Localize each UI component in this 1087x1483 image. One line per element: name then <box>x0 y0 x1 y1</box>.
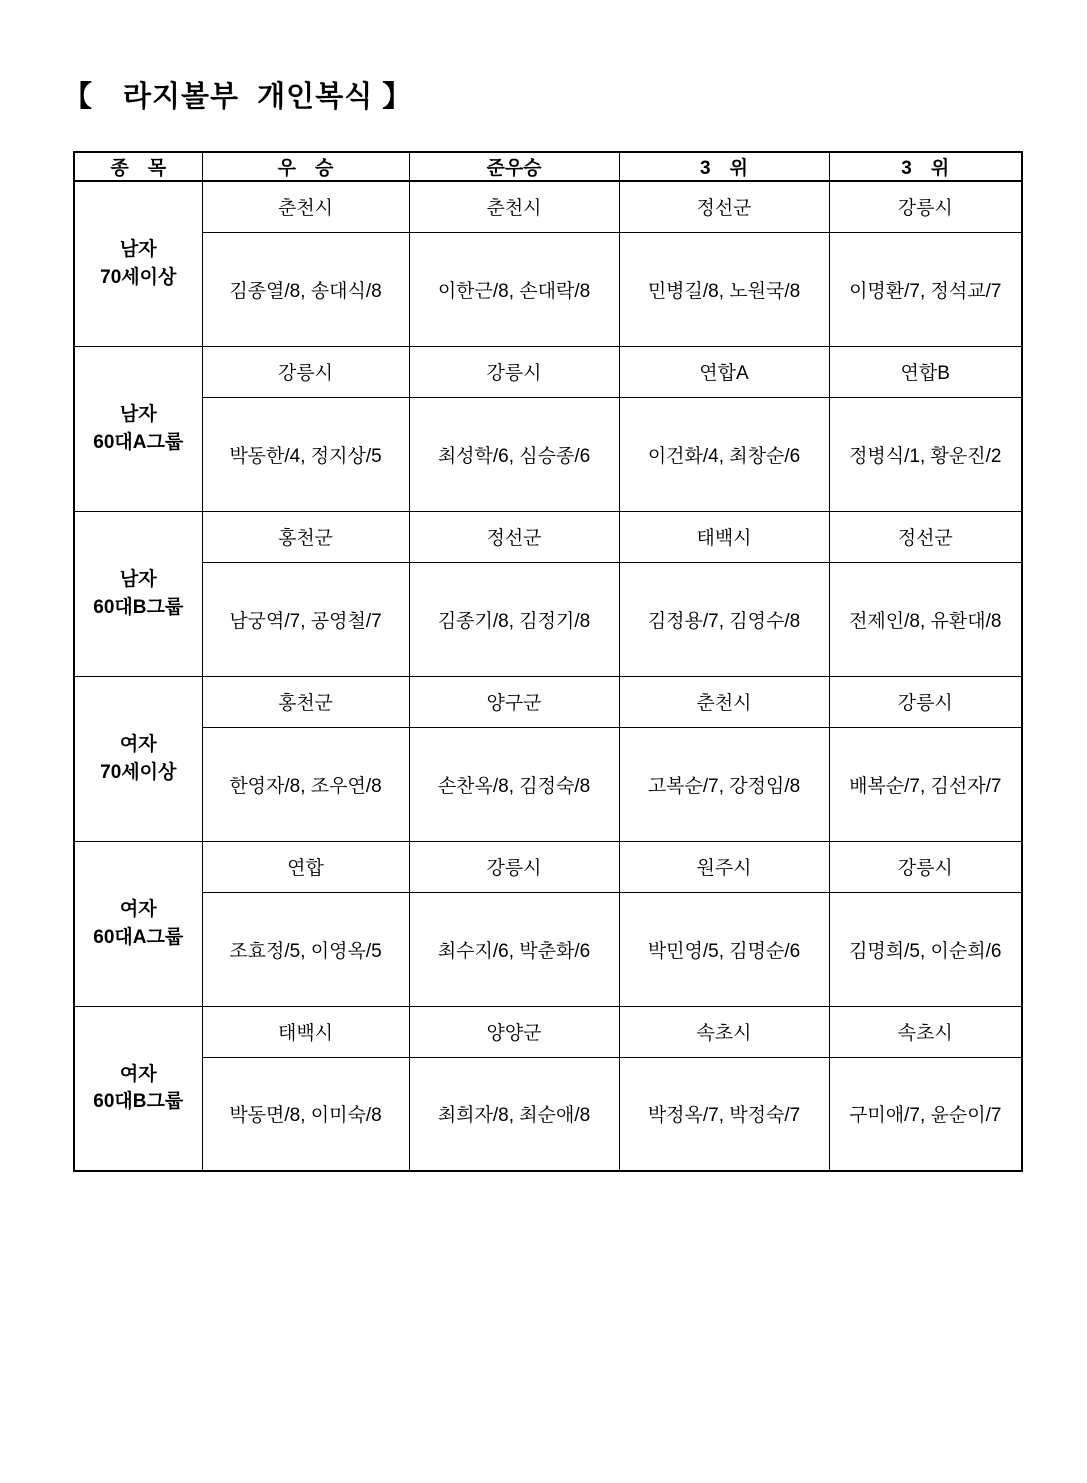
event-name-line1: 남자 <box>119 239 157 261</box>
team-cell-2-2: 태백시 <box>619 511 829 562</box>
event-name-line2: 70세이상 <box>100 761 177 783</box>
players-cell-1-1: 최성학/6, 심승종/6 <box>409 397 619 511</box>
team-cell-3-2: 춘천시 <box>619 676 829 727</box>
players-cell-3-1: 손찬옥/8, 김정숙/8 <box>409 727 619 841</box>
event-name-line1: 여자 <box>119 898 157 920</box>
event-cell-5 <box>74 1006 202 1171</box>
event-cell-3 <box>74 676 202 841</box>
player-row-0 <box>74 232 1022 346</box>
event-name-line2: 60대A그룹 <box>93 431 184 453</box>
team-cell-4-0: 연합 <box>202 841 409 892</box>
players-cell-3-3: 배복순/7, 김선자/7 <box>829 727 1022 841</box>
team-cell-0-0: 춘천시 <box>202 181 409 232</box>
players-cell-5-3: 구미애/7, 윤순이/7 <box>829 1057 1022 1171</box>
team-cell-0-2: 정선군 <box>619 181 829 232</box>
team-row-5 <box>74 1006 1022 1057</box>
players-cell-1-0: 박동한/4, 정지상/5 <box>202 397 409 511</box>
event-cell-1 <box>74 346 202 511</box>
players-cell-4-1: 최수지/6, 박춘화/6 <box>409 892 619 1006</box>
results-table <box>73 151 1023 1172</box>
players-cell-3-2: 고복순/7, 강정임/8 <box>619 727 829 841</box>
header-third-b: 3 위 <box>829 152 1022 181</box>
team-cell-5-3: 속초시 <box>829 1006 1022 1057</box>
players-cell-4-0: 조효정/5, 이영옥/5 <box>202 892 409 1006</box>
players-cell-3-0: 한영자/8, 조우연/8 <box>202 727 409 841</box>
event-name-line1: 남자 <box>119 568 157 590</box>
team-cell-4-2: 원주시 <box>619 841 829 892</box>
players-cell-2-1: 김종기/8, 김정기/8 <box>409 562 619 676</box>
event-name-line1: 남자 <box>119 403 157 425</box>
header-winner: 우 승 <box>202 152 409 181</box>
team-cell-5-1: 양양군 <box>409 1006 619 1057</box>
players-cell-0-3: 이명환/7, 정석교/7 <box>829 232 1022 346</box>
team-cell-3-0: 홍천군 <box>202 676 409 727</box>
header-third-a: 3 위 <box>619 152 829 181</box>
event-name-line1: 여자 <box>119 733 157 755</box>
player-row-1 <box>74 397 1022 511</box>
header-runner-up: 준우승 <box>409 152 619 181</box>
team-cell-2-0: 홍천군 <box>202 511 409 562</box>
players-cell-5-0: 박동면/8, 이미숙/8 <box>202 1057 409 1171</box>
team-row-0 <box>74 181 1022 232</box>
players-cell-2-3: 전제인/8, 유환대/8 <box>829 562 1022 676</box>
players-cell-0-1: 이한근/8, 손대락/8 <box>409 232 619 346</box>
team-cell-2-1: 정선군 <box>409 511 619 562</box>
team-cell-1-0: 강릉시 <box>202 346 409 397</box>
team-cell-1-3: 연합B <box>829 346 1022 397</box>
players-cell-4-2: 박민영/5, 김명순/6 <box>619 892 829 1006</box>
team-cell-1-1: 강릉시 <box>409 346 619 397</box>
team-cell-3-1: 양구군 <box>409 676 619 727</box>
team-cell-3-3: 강릉시 <box>829 676 1022 727</box>
team-row-2 <box>74 511 1022 562</box>
team-row-4 <box>74 841 1022 892</box>
team-cell-5-0: 태백시 <box>202 1006 409 1057</box>
player-row-5 <box>74 1057 1022 1171</box>
event-name-line1: 여자 <box>119 1063 157 1085</box>
header-event: 종 목 <box>74 152 202 181</box>
event-name-line2: 60대A그룹 <box>93 926 184 948</box>
team-cell-4-1: 강릉시 <box>409 841 619 892</box>
event-cell-0 <box>74 181 202 346</box>
player-row-3 <box>74 727 1022 841</box>
players-cell-0-2: 민병길/8, 노원국/8 <box>619 232 829 346</box>
team-cell-5-2: 속초시 <box>619 1006 829 1057</box>
header-row <box>74 152 1022 181</box>
players-cell-1-2: 이건화/4, 최창순/6 <box>619 397 829 511</box>
players-cell-1-3: 정병식/1, 황운진/2 <box>829 397 1022 511</box>
team-cell-1-2: 연합A <box>619 346 829 397</box>
page-title: 【 라지볼부 개인복식 】 <box>63 81 413 113</box>
team-cell-0-1: 춘천시 <box>409 181 619 232</box>
team-cell-4-3: 강릉시 <box>829 841 1022 892</box>
players-cell-5-1: 최희자/8, 최순애/8 <box>409 1057 619 1171</box>
player-row-4 <box>74 892 1022 1006</box>
players-cell-4-3: 김명희/5, 이순희/6 <box>829 892 1022 1006</box>
players-cell-2-0: 남궁역/7, 공영철/7 <box>202 562 409 676</box>
event-name-line2: 70세이상 <box>100 266 177 288</box>
event-name-line2: 60대B그룹 <box>93 1091 184 1113</box>
player-row-2 <box>74 562 1022 676</box>
players-cell-5-2: 박정옥/7, 박정숙/7 <box>619 1057 829 1171</box>
players-cell-0-0: 김종열/8, 송대식/8 <box>202 232 409 346</box>
team-row-3 <box>74 676 1022 727</box>
players-cell-2-2: 김정용/7, 김영수/8 <box>619 562 829 676</box>
team-cell-0-3: 강릉시 <box>829 181 1022 232</box>
team-row-1 <box>74 346 1022 397</box>
team-cell-2-3: 정선군 <box>829 511 1022 562</box>
event-cell-4 <box>74 841 202 1006</box>
event-name-line2: 60대B그룹 <box>93 596 184 618</box>
event-cell-2 <box>74 511 202 676</box>
